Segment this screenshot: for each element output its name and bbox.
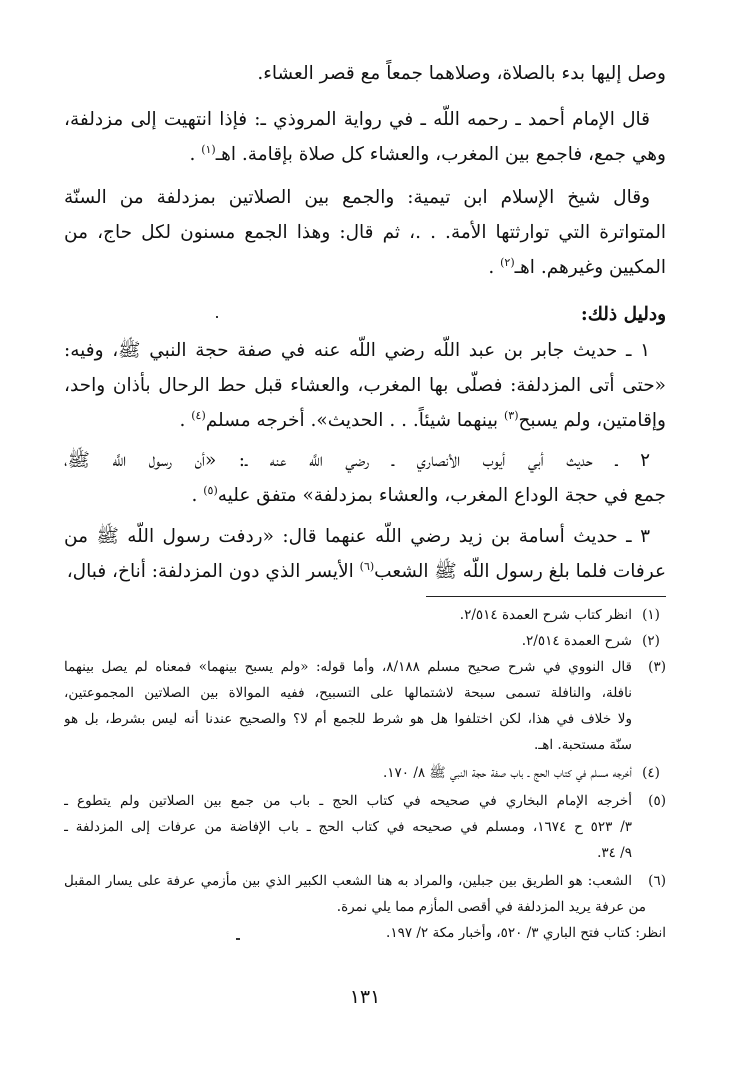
footnote-ref: (٤) [191,408,206,422]
footnote-5-line-2 [64,816,666,840]
footnote-number: (٣) [648,659,666,675]
body-line-8 [64,336,650,368]
body-text: قال الإمام أحمد ـ رحمه اللَّه ـ في رواية المروذي ـ: فإذا انتهيت إلى مزدلفة، [64,109,650,130]
body-text: . [189,144,202,165]
footnote-6-line-2 [64,896,666,920]
body-text: جمع في حجة الوداع المغرب، والعشاء بمزدلفة» متفق عليه [217,485,666,506]
footnote-number: (٥) [648,793,666,809]
body-text: وصل إليها بدء بالصلاة، وصلاهما جمعاً مع قصر العشاء. [257,63,666,84]
section-heading [64,300,666,332]
body-text: وإقامتين، ولم يسبح [518,410,666,431]
footnote-3-line-4 [64,734,666,758]
body-text: . [191,485,204,506]
footnote-text: سنّة مستحبة. اهـ. [534,737,632,753]
body-line-9 [64,371,666,403]
footnote-number: (٤) [642,765,660,781]
body-text: وقال شيخ الإسلام ابن تيمية: والجمع بين الصلاتين بمزدلفة من السنّة [64,187,650,208]
footnote-separator [426,596,666,597]
body-text: ٢ ـ حديث أبي أيوب الأنصاري ـ رضي اللَّه عنه ـ: «أن رسول اللَّه ﷺ، [64,450,650,471]
footnote-text: من عرفة يريد المزدلفة في أقصى المأزم مما يلي نمرة. [336,899,646,915]
footnote-2 [64,630,666,654]
body-text: المتواترة التي توارثتها الأمة. . .، ثم قال: وهذا الجمع مسنون لكل حاج، من [64,222,666,243]
footnote-text: نافلة، والنافلة تسمى سبحة لاشتمالها على التسبيح، ففيه الموالاة بين الصلاتين المجموعتين، [64,685,632,701]
footnote-text: انظر: كتاب فتح الباري ٣/ ٥٢٠، وأخبار مكة ٢/ ١٩٧. [386,925,666,941]
footnote-text: ٩/ ٣٤. [597,845,632,861]
body-line-11 [64,446,650,478]
body-text: المكيين وغيرهم. اهـ [514,257,666,278]
body-line-3 [64,140,666,172]
body-text: عرفات فلما بلغ رسول اللَّه ﷺ الشعب [374,561,666,582]
footnote-text: شرح العمدة ٢/٥١٤. [521,633,632,649]
body-text: ١ ـ حديث جابر بن عبد اللَّه رضي اللَّه عنه في صفة حجة النبي ﷺ، وفيه: [64,340,650,361]
footnote-ref: (٢) [500,255,515,269]
footnote-1 [64,604,666,628]
print-speck [236,938,240,940]
body-line-10 [64,406,666,438]
footnote-ref: (١) [201,142,216,156]
body-line-6 [64,253,666,285]
body-text: بينهما شيئاً. . . الحديث». أخرجه مسلم [205,410,504,431]
body-line-1 [64,59,666,91]
footnote-4 [64,762,666,786]
page-number: ١٣١ [349,986,381,1008]
body-line-14 [64,557,666,589]
body-text: وهي جمع، فاجمع بين المغرب، والعشاء كل صلاة بإقامة. اهـ [215,144,666,165]
body-text: ٣ ـ حديث أسامة بن زيد رضي اللَّه عنهما قال: «ردفت رسول اللَّه ﷺ من [64,526,650,547]
body-line-2 [64,105,650,137]
footnote-number: (١) [642,607,660,623]
body-text: . [488,257,501,278]
footnote-text: أخرجه الإمام البخاري في صحيحه في كتاب الحج ـ باب من جمع بين الصلاتين ولم يتطوع ـ [64,793,632,809]
footnote-3 [64,656,666,680]
body-text: «حتى أتى المزدلفة: فصلّى بها المغرب، والعشاء قبل حط الرحال بأذان واحد، [64,375,666,396]
footnote-3-line-2 [64,682,666,706]
footnote-ref: (٦) [359,559,375,573]
footnote-6 [64,870,666,894]
body-line-4 [64,183,650,215]
body-text: الأيسر الذي دون المزدلفة: أناخ، فبال، [66,561,360,582]
footnote-3-line-3 [64,708,666,732]
footnote-ref: (٥) [203,483,218,497]
footnote-text: ٣/ ٥٢٣ ح ١٦٧٤، ومسلم في صحيحه في كتاب الحج ـ باب الإفاضة من عرفات إلى المزدلفة ـ [64,819,633,835]
body-line-5 [64,218,666,250]
body-line-13 [64,522,650,554]
footnote-number: (٢) [642,633,660,649]
body-line-12 [64,481,666,513]
footnote-text: انظر كتاب شرح العمدة ٢/٥١٤. [459,607,632,623]
heading-text: ودليل ذلك: [580,304,666,325]
footnote-5-line-3 [64,842,666,866]
print-speck [216,316,218,318]
footnote-text: ولا خلاف في هذا، لكن اختلفوا هل هو شرط للجمع أم لا؟ والصحيح عندنا أنه ليس بشرط، بل هو [64,711,632,727]
footnote-number: (٦) [648,873,666,889]
footnote-6-line-3 [64,922,666,946]
footnote-text: أخرجه مسلم في كتاب الحج ـ باب صفة حجة النبي ﷺ ٨/ ١٧٠. [382,765,632,781]
footnote-text: الشعب: هو الطريق بين جبلين، والمراد به هنا الشعب الكبير الذي بين مأزمي عرفة على يسار المقبل [64,873,632,889]
body-text: . [179,410,192,431]
footnote-5 [64,790,666,814]
footnote-ref: (٣) [503,408,519,422]
footnote-text: قال النووي في شرح صحيح مسلم ٨/١٨٨، وأما قوله: «ولم يسبح بينهما» فمعناه لم يصل بينهما [64,659,632,675]
